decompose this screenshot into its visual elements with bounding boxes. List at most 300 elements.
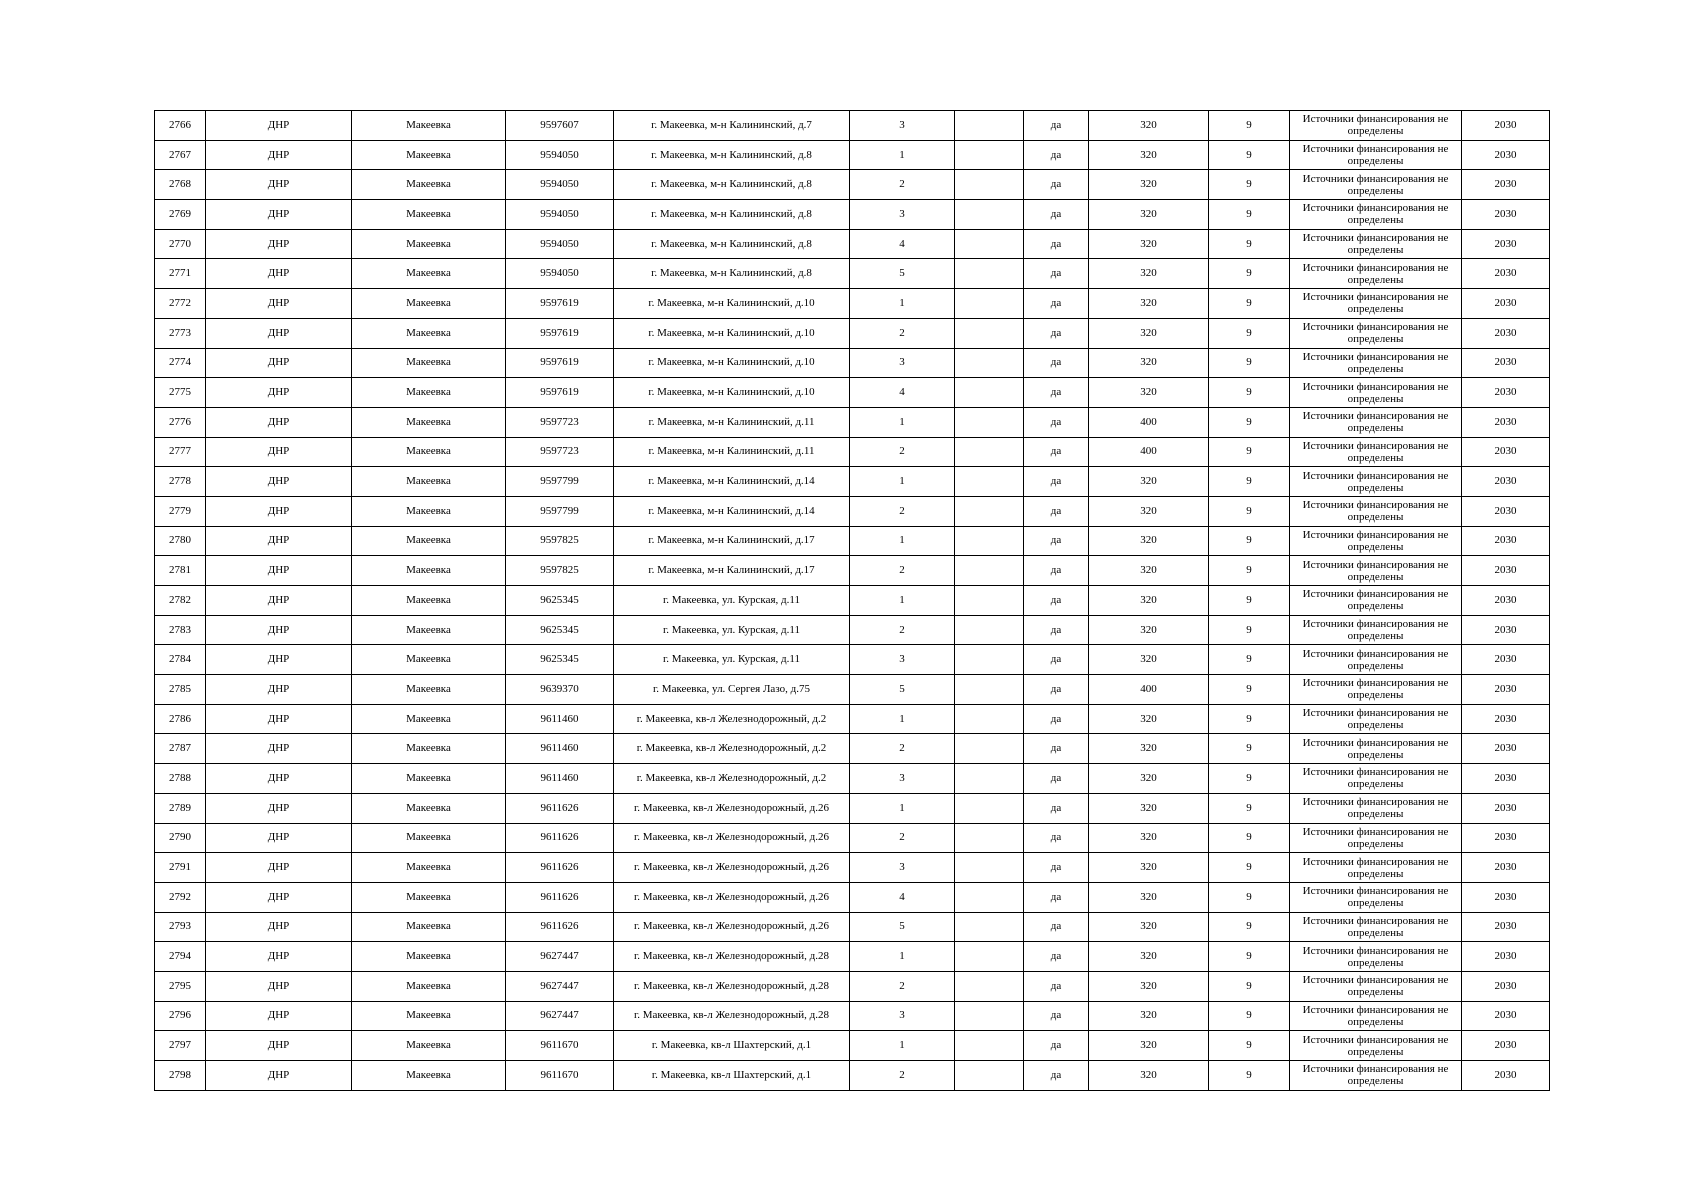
- flag-cell: да: [1024, 971, 1089, 1001]
- empty-cell: [955, 200, 1024, 230]
- code-cell: 9639370: [506, 675, 614, 705]
- city-cell: Макеевка: [352, 259, 506, 289]
- year-cell: 2030: [1462, 407, 1550, 437]
- table-row: [155, 526, 1550, 556]
- address-cell: г. Макеевка, м-н Калининский, д.14: [614, 496, 850, 526]
- amount-cell: 320: [1089, 378, 1209, 408]
- empty-cell: [955, 942, 1024, 972]
- item-number-cell: 5: [850, 259, 955, 289]
- amount-cell: 320: [1089, 734, 1209, 764]
- address-cell: г. Макеевка, кв-л Железнодорожный, д.2: [614, 764, 850, 794]
- flag-cell: да: [1024, 496, 1089, 526]
- item-number-cell: 1: [850, 704, 955, 734]
- flag-cell: да: [1024, 259, 1089, 289]
- flag-cell: да: [1024, 378, 1089, 408]
- amount-cell: 320: [1089, 111, 1209, 141]
- address-cell: г. Макеевка, м-н Калининский, д.14: [614, 467, 850, 497]
- funding-source-cell: Источники финансирования не определены: [1290, 200, 1462, 230]
- region-cell: ДНР: [206, 348, 352, 378]
- empty-cell: [955, 615, 1024, 645]
- flag-cell: да: [1024, 1031, 1089, 1061]
- funding-source-cell: Источники финансирования не определены: [1290, 229, 1462, 259]
- amount-cell: 320: [1089, 229, 1209, 259]
- table-row: [155, 318, 1550, 348]
- table-row: [155, 675, 1550, 705]
- empty-cell: [955, 1061, 1024, 1091]
- flag-cell: да: [1024, 1001, 1089, 1031]
- code-cell: 9597619: [506, 318, 614, 348]
- quantity-cell: 9: [1209, 882, 1290, 912]
- amount-cell: 320: [1089, 348, 1209, 378]
- code-cell: 9611460: [506, 704, 614, 734]
- table-row: [155, 912, 1550, 942]
- city-cell: Макеевка: [352, 318, 506, 348]
- year-cell: 2030: [1462, 645, 1550, 675]
- region-cell: ДНР: [206, 645, 352, 675]
- empty-cell: [955, 467, 1024, 497]
- flag-cell: да: [1024, 348, 1089, 378]
- funding-source-cell: Источники финансирования не определены: [1290, 289, 1462, 319]
- row-number-cell: 2778: [155, 467, 206, 497]
- item-number-cell: 1: [850, 793, 955, 823]
- empty-cell: [955, 407, 1024, 437]
- item-number-cell: 3: [850, 764, 955, 794]
- amount-cell: 320: [1089, 853, 1209, 883]
- empty-cell: [955, 734, 1024, 764]
- quantity-cell: 9: [1209, 200, 1290, 230]
- region-cell: ДНР: [206, 170, 352, 200]
- amount-cell: 320: [1089, 764, 1209, 794]
- address-cell: г. Макеевка, кв-л Железнодорожный, д.26: [614, 853, 850, 883]
- city-cell: Макеевка: [352, 704, 506, 734]
- region-cell: ДНР: [206, 229, 352, 259]
- code-cell: 9597799: [506, 467, 614, 497]
- amount-cell: 320: [1089, 289, 1209, 319]
- item-number-cell: 2: [850, 496, 955, 526]
- city-cell: Макеевка: [352, 675, 506, 705]
- code-cell: 9627447: [506, 971, 614, 1001]
- funding-source-cell: Источники финансирования не определены: [1290, 378, 1462, 408]
- quantity-cell: 9: [1209, 645, 1290, 675]
- year-cell: 2030: [1462, 229, 1550, 259]
- city-cell: Макеевка: [352, 823, 506, 853]
- table-row: [155, 229, 1550, 259]
- region-cell: ДНР: [206, 942, 352, 972]
- flag-cell: да: [1024, 556, 1089, 586]
- row-number-cell: 2766: [155, 111, 206, 141]
- row-number-cell: 2787: [155, 734, 206, 764]
- funding-source-cell: Источники финансирования не определены: [1290, 1001, 1462, 1031]
- year-cell: 2030: [1462, 1031, 1550, 1061]
- city-cell: Макеевка: [352, 586, 506, 616]
- address-cell: г. Макеевка, кв-л Железнодорожный, д.26: [614, 912, 850, 942]
- address-cell: г. Макеевка, м-н Калининский, д.10: [614, 348, 850, 378]
- code-cell: 9611460: [506, 734, 614, 764]
- city-cell: Макеевка: [352, 764, 506, 794]
- funding-source-cell: Источники финансирования не определены: [1290, 170, 1462, 200]
- funding-source-cell: Источники финансирования не определены: [1290, 793, 1462, 823]
- empty-cell: [955, 496, 1024, 526]
- row-number-cell: 2774: [155, 348, 206, 378]
- quantity-cell: 9: [1209, 111, 1290, 141]
- row-number-cell: 2782: [155, 586, 206, 616]
- row-number-cell: 2768: [155, 170, 206, 200]
- region-cell: ДНР: [206, 556, 352, 586]
- empty-cell: [955, 912, 1024, 942]
- quantity-cell: 9: [1209, 1031, 1290, 1061]
- address-cell: г. Макеевка, кв-л Железнодорожный, д.28: [614, 1001, 850, 1031]
- funding-source-cell: Источники финансирования не определены: [1290, 348, 1462, 378]
- year-cell: 2030: [1462, 1001, 1550, 1031]
- year-cell: 2030: [1462, 111, 1550, 141]
- amount-cell: 400: [1089, 437, 1209, 467]
- code-cell: 9597607: [506, 111, 614, 141]
- region-cell: ДНР: [206, 1061, 352, 1091]
- year-cell: 2030: [1462, 1061, 1550, 1091]
- table-row: [155, 496, 1550, 526]
- code-cell: 9611626: [506, 853, 614, 883]
- year-cell: 2030: [1462, 912, 1550, 942]
- city-cell: Макеевка: [352, 1001, 506, 1031]
- empty-cell: [955, 111, 1024, 141]
- empty-cell: [955, 586, 1024, 616]
- empty-cell: [955, 764, 1024, 794]
- city-cell: Макеевка: [352, 348, 506, 378]
- address-cell: г. Макеевка, м-н Калининский, д.17: [614, 556, 850, 586]
- flag-cell: да: [1024, 437, 1089, 467]
- table-row: [155, 734, 1550, 764]
- funding-source-cell: Источники финансирования не определены: [1290, 675, 1462, 705]
- code-cell: 9597825: [506, 556, 614, 586]
- funding-source-cell: Источники финансирования не определены: [1290, 259, 1462, 289]
- region-cell: ДНР: [206, 111, 352, 141]
- region-cell: ДНР: [206, 496, 352, 526]
- address-cell: г. Макеевка, м-н Калининский, д.8: [614, 140, 850, 170]
- table-row: [155, 556, 1550, 586]
- quantity-cell: 9: [1209, 348, 1290, 378]
- amount-cell: 320: [1089, 556, 1209, 586]
- quantity-cell: 9: [1209, 467, 1290, 497]
- quantity-cell: 9: [1209, 259, 1290, 289]
- quantity-cell: 9: [1209, 526, 1290, 556]
- item-number-cell: 1: [850, 586, 955, 616]
- flag-cell: да: [1024, 942, 1089, 972]
- code-cell: 9597619: [506, 378, 614, 408]
- year-cell: 2030: [1462, 348, 1550, 378]
- empty-cell: [955, 526, 1024, 556]
- city-cell: Макеевка: [352, 645, 506, 675]
- region-cell: ДНР: [206, 1001, 352, 1031]
- row-number-cell: 2773: [155, 318, 206, 348]
- row-number-cell: 2786: [155, 704, 206, 734]
- amount-cell: 320: [1089, 526, 1209, 556]
- item-number-cell: 5: [850, 912, 955, 942]
- address-cell: г. Макеевка, кв-л Железнодорожный, д.28: [614, 942, 850, 972]
- funding-source-cell: Источники финансирования не определены: [1290, 140, 1462, 170]
- flag-cell: да: [1024, 764, 1089, 794]
- flag-cell: да: [1024, 200, 1089, 230]
- code-cell: 9597619: [506, 289, 614, 319]
- year-cell: 2030: [1462, 526, 1550, 556]
- flag-cell: да: [1024, 615, 1089, 645]
- year-cell: 2030: [1462, 378, 1550, 408]
- city-cell: Макеевка: [352, 556, 506, 586]
- amount-cell: 320: [1089, 971, 1209, 1001]
- empty-cell: [955, 675, 1024, 705]
- row-number-cell: 2771: [155, 259, 206, 289]
- city-cell: Макеевка: [352, 1061, 506, 1091]
- item-number-cell: 3: [850, 645, 955, 675]
- code-cell: 9594050: [506, 170, 614, 200]
- funding-source-cell: Источники финансирования не определены: [1290, 942, 1462, 972]
- city-cell: Макеевка: [352, 200, 506, 230]
- quantity-cell: 9: [1209, 1001, 1290, 1031]
- flag-cell: да: [1024, 526, 1089, 556]
- code-cell: 9611626: [506, 793, 614, 823]
- table-row: [155, 942, 1550, 972]
- funding-source-cell: Источники финансирования не определены: [1290, 764, 1462, 794]
- table-row: [155, 615, 1550, 645]
- row-number-cell: 2775: [155, 378, 206, 408]
- code-cell: 9594050: [506, 229, 614, 259]
- table-row: [155, 140, 1550, 170]
- year-cell: 2030: [1462, 853, 1550, 883]
- item-number-cell: 5: [850, 675, 955, 705]
- region-cell: ДНР: [206, 259, 352, 289]
- flag-cell: да: [1024, 704, 1089, 734]
- quantity-cell: 9: [1209, 170, 1290, 200]
- row-number-cell: 2798: [155, 1061, 206, 1091]
- address-cell: г. Макеевка, кв-л Железнодорожный, д.26: [614, 882, 850, 912]
- empty-cell: [955, 556, 1024, 586]
- city-cell: Макеевка: [352, 140, 506, 170]
- city-cell: Макеевка: [352, 229, 506, 259]
- code-cell: 9597723: [506, 407, 614, 437]
- empty-cell: [955, 348, 1024, 378]
- row-number-cell: 2796: [155, 1001, 206, 1031]
- code-cell: 9625345: [506, 586, 614, 616]
- amount-cell: 320: [1089, 200, 1209, 230]
- item-number-cell: 3: [850, 853, 955, 883]
- row-number-cell: 2783: [155, 615, 206, 645]
- region-cell: ДНР: [206, 289, 352, 319]
- item-number-cell: 2: [850, 823, 955, 853]
- row-number-cell: 2790: [155, 823, 206, 853]
- address-cell: г. Макеевка, кв-л Железнодорожный, д.26: [614, 823, 850, 853]
- flag-cell: да: [1024, 1061, 1089, 1091]
- row-number-cell: 2780: [155, 526, 206, 556]
- row-number-cell: 2784: [155, 645, 206, 675]
- quantity-cell: 9: [1209, 407, 1290, 437]
- flag-cell: да: [1024, 586, 1089, 616]
- funding-source-cell: Источники финансирования не определены: [1290, 526, 1462, 556]
- item-number-cell: 1: [850, 942, 955, 972]
- region-cell: ДНР: [206, 437, 352, 467]
- code-cell: 9625345: [506, 615, 614, 645]
- year-cell: 2030: [1462, 437, 1550, 467]
- quantity-cell: 9: [1209, 556, 1290, 586]
- address-cell: г. Макеевка, ул. Курская, д.11: [614, 615, 850, 645]
- amount-cell: 320: [1089, 586, 1209, 616]
- amount-cell: 320: [1089, 912, 1209, 942]
- quantity-cell: 9: [1209, 318, 1290, 348]
- region-cell: ДНР: [206, 526, 352, 556]
- code-cell: 9611670: [506, 1031, 614, 1061]
- address-cell: г. Макеевка, м-н Калининский, д.10: [614, 289, 850, 319]
- year-cell: 2030: [1462, 704, 1550, 734]
- amount-cell: 320: [1089, 942, 1209, 972]
- amount-cell: 320: [1089, 704, 1209, 734]
- amount-cell: 320: [1089, 882, 1209, 912]
- empty-cell: [955, 1031, 1024, 1061]
- row-number-cell: 2777: [155, 437, 206, 467]
- amount-cell: 320: [1089, 140, 1209, 170]
- flag-cell: да: [1024, 407, 1089, 437]
- quantity-cell: 9: [1209, 229, 1290, 259]
- city-cell: Макеевка: [352, 407, 506, 437]
- region-cell: ДНР: [206, 912, 352, 942]
- address-cell: г. Макеевка, м-н Калининский, д.17: [614, 526, 850, 556]
- empty-cell: [955, 823, 1024, 853]
- item-number-cell: 3: [850, 200, 955, 230]
- amount-cell: 400: [1089, 407, 1209, 437]
- row-number-cell: 2794: [155, 942, 206, 972]
- flag-cell: да: [1024, 170, 1089, 200]
- table-row: [155, 971, 1550, 1001]
- amount-cell: 320: [1089, 645, 1209, 675]
- empty-cell: [955, 645, 1024, 675]
- row-number-cell: 2789: [155, 793, 206, 823]
- table-row: [155, 200, 1550, 230]
- quantity-cell: 9: [1209, 734, 1290, 764]
- table-row: [155, 111, 1550, 141]
- city-cell: Макеевка: [352, 1031, 506, 1061]
- item-number-cell: 2: [850, 170, 955, 200]
- row-number-cell: 2793: [155, 912, 206, 942]
- row-number-cell: 2767: [155, 140, 206, 170]
- table-row: [155, 467, 1550, 497]
- quantity-cell: 9: [1209, 140, 1290, 170]
- table-row: [155, 378, 1550, 408]
- quantity-cell: 9: [1209, 971, 1290, 1001]
- table-row: [155, 259, 1550, 289]
- code-cell: 9597799: [506, 496, 614, 526]
- empty-cell: [955, 378, 1024, 408]
- table-row: [155, 823, 1550, 853]
- row-number-cell: 2772: [155, 289, 206, 319]
- funding-source-cell: Источники финансирования не определены: [1290, 882, 1462, 912]
- empty-cell: [955, 704, 1024, 734]
- funding-source-cell: Источники финансирования не определены: [1290, 615, 1462, 645]
- region-cell: ДНР: [206, 704, 352, 734]
- item-number-cell: 4: [850, 882, 955, 912]
- table-row: [155, 1061, 1550, 1091]
- quantity-cell: 9: [1209, 289, 1290, 319]
- quantity-cell: 9: [1209, 912, 1290, 942]
- code-cell: 9597619: [506, 348, 614, 378]
- table-row: [155, 882, 1550, 912]
- funding-source-cell: Источники финансирования не определены: [1290, 1031, 1462, 1061]
- year-cell: 2030: [1462, 734, 1550, 764]
- address-cell: г. Макеевка, кв-л Шахтерский, д.1: [614, 1061, 850, 1091]
- code-cell: 9597723: [506, 437, 614, 467]
- flag-cell: да: [1024, 229, 1089, 259]
- region-cell: ДНР: [206, 586, 352, 616]
- item-number-cell: 3: [850, 1001, 955, 1031]
- address-cell: г. Макеевка, м-н Калининский, д.11: [614, 407, 850, 437]
- quantity-cell: 9: [1209, 496, 1290, 526]
- empty-cell: [955, 853, 1024, 883]
- funding-source-cell: Источники финансирования не определены: [1290, 734, 1462, 764]
- year-cell: 2030: [1462, 556, 1550, 586]
- table-row: [155, 586, 1550, 616]
- item-number-cell: 1: [850, 407, 955, 437]
- region-cell: ДНР: [206, 200, 352, 230]
- table-row: [155, 170, 1550, 200]
- quantity-cell: 9: [1209, 378, 1290, 408]
- funding-source-cell: Источники финансирования не определены: [1290, 467, 1462, 497]
- table-row: [155, 407, 1550, 437]
- year-cell: 2030: [1462, 170, 1550, 200]
- city-cell: Макеевка: [352, 734, 506, 764]
- flag-cell: да: [1024, 467, 1089, 497]
- city-cell: Макеевка: [352, 289, 506, 319]
- address-cell: г. Макеевка, м-н Калининский, д.8: [614, 259, 850, 289]
- item-number-cell: 2: [850, 556, 955, 586]
- funding-source-cell: Источники финансирования не определены: [1290, 318, 1462, 348]
- quantity-cell: 9: [1209, 823, 1290, 853]
- quantity-cell: 9: [1209, 704, 1290, 734]
- row-number-cell: 2791: [155, 853, 206, 883]
- year-cell: 2030: [1462, 971, 1550, 1001]
- table-row: [155, 348, 1550, 378]
- city-cell: Макеевка: [352, 882, 506, 912]
- funding-source-cell: Источники финансирования не определены: [1290, 111, 1462, 141]
- region-cell: ДНР: [206, 378, 352, 408]
- city-cell: Макеевка: [352, 496, 506, 526]
- table-row: [155, 1001, 1550, 1031]
- empty-cell: [955, 259, 1024, 289]
- city-cell: Макеевка: [352, 615, 506, 645]
- city-cell: Макеевка: [352, 971, 506, 1001]
- flag-cell: да: [1024, 289, 1089, 319]
- row-number-cell: 2797: [155, 1031, 206, 1061]
- region-cell: ДНР: [206, 793, 352, 823]
- year-cell: 2030: [1462, 259, 1550, 289]
- empty-cell: [955, 318, 1024, 348]
- quantity-cell: 9: [1209, 675, 1290, 705]
- item-number-cell: 2: [850, 734, 955, 764]
- quantity-cell: 9: [1209, 1061, 1290, 1091]
- item-number-cell: 2: [850, 971, 955, 1001]
- year-cell: 2030: [1462, 942, 1550, 972]
- funding-source-cell: Источники финансирования не определены: [1290, 704, 1462, 734]
- year-cell: 2030: [1462, 675, 1550, 705]
- flag-cell: да: [1024, 882, 1089, 912]
- year-cell: 2030: [1462, 318, 1550, 348]
- table-row: [155, 853, 1550, 883]
- flag-cell: да: [1024, 140, 1089, 170]
- year-cell: 2030: [1462, 764, 1550, 794]
- quantity-cell: 9: [1209, 586, 1290, 616]
- address-cell: г. Макеевка, м-н Калининский, д.8: [614, 200, 850, 230]
- address-cell: г. Макеевка, м-н Калининский, д.8: [614, 229, 850, 259]
- amount-cell: 320: [1089, 496, 1209, 526]
- region-cell: ДНР: [206, 615, 352, 645]
- city-cell: Макеевка: [352, 526, 506, 556]
- city-cell: Макеевка: [352, 912, 506, 942]
- year-cell: 2030: [1462, 586, 1550, 616]
